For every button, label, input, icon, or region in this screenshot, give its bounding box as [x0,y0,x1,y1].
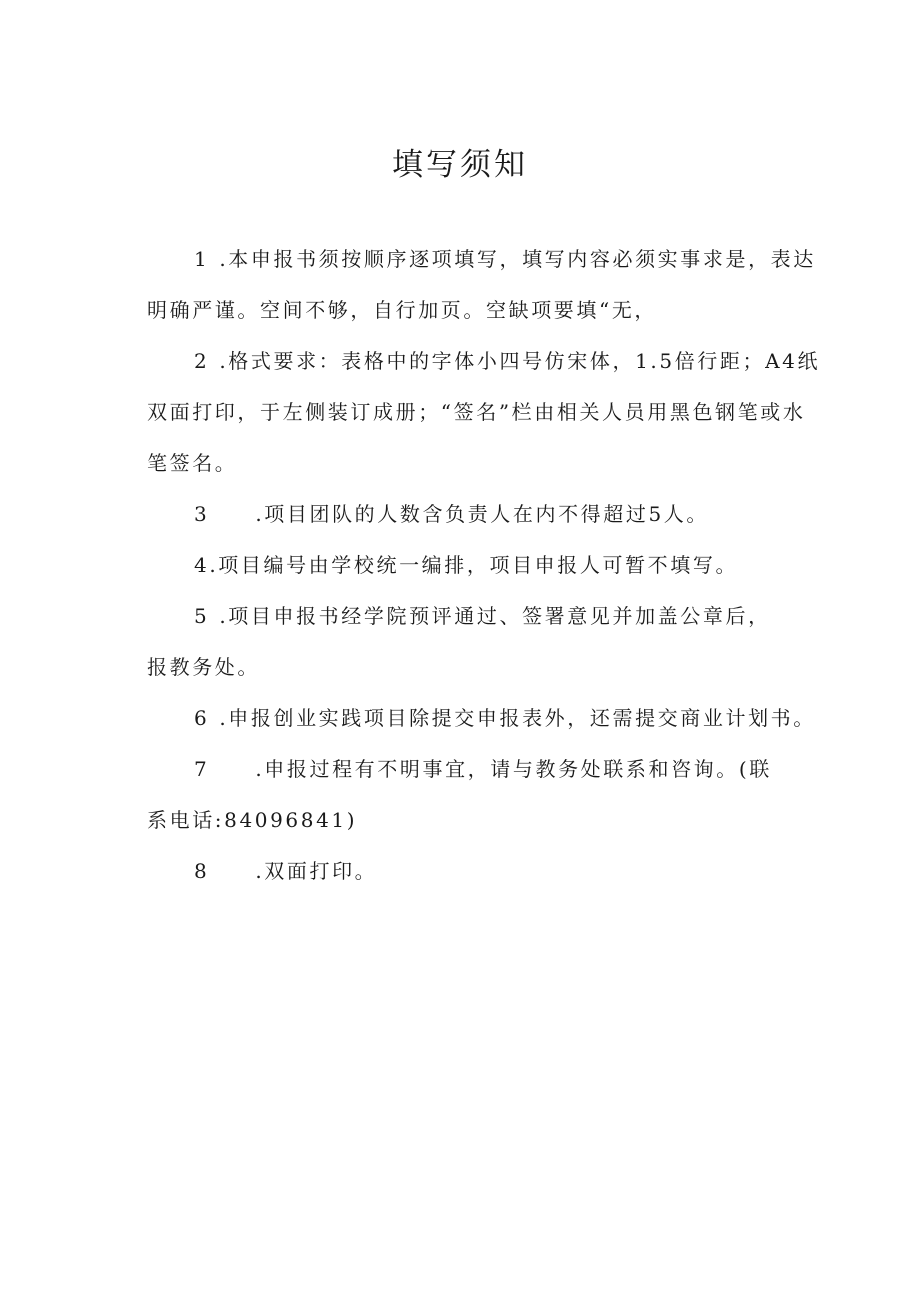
item-text: .申报过程有不明事宜，请与教务处联系和咨询。(联 [255,757,772,781]
instruction-item-2-continued: 双面打印，于左侧装订成册；“签名”栏由相关人员用黑色钢笔或水 [147,400,806,424]
instruction-item-8 [147,846,847,897]
instruction-item-4 [147,540,847,591]
instruction-item-2-continued: 笔签名。 [147,451,238,475]
item-number: 8 [194,859,210,883]
instruction-item-7 [147,744,847,795]
item-number: 4 [194,553,210,577]
item-text: .项目团队的人数含负责人在内不得超过5人。 [255,502,710,526]
item-number: 7 [194,757,210,781]
instruction-item-6 [147,693,847,744]
instructions-list [147,234,847,897]
item-number: 3 [194,502,210,526]
instruction-item-1 [147,234,847,285]
item-text: .本申报书须按顺序逐项填写，填写内容必须实事求是，表达 [219,247,816,271]
item-number: 5 [194,604,210,628]
item-number: 1 [194,247,210,271]
instruction-item-7-continued: 系电话:84096841) [147,808,358,832]
instruction-item-3 [147,489,847,540]
instruction-item-1-continued: 明确严谨。空间不够，自行加页。空缺项要填“无， [147,298,658,322]
item-number: 2 [194,349,210,373]
instruction-item-5-continued: 报教务处。 [147,655,260,679]
item-text: .项目编号由学校统一编排，项目申报人可暂不填写。 [209,553,739,577]
item-text: .项目申报书经学院预评通过、签署意见并加盖公章后， [219,604,771,628]
item-text: .格式要求：表格中的字体小四号仿宋体，1.5倍行距；A4纸 [219,349,821,373]
instruction-item-2 [147,336,847,387]
item-number: 6 [194,706,210,730]
page-title: 填写须知 [392,147,528,183]
item-text: .申报创业实践项目除提交申报表外，还需提交商业计划书。 [219,706,816,730]
instruction-item-5 [147,591,847,642]
item-text: .双面打印。 [255,859,378,883]
